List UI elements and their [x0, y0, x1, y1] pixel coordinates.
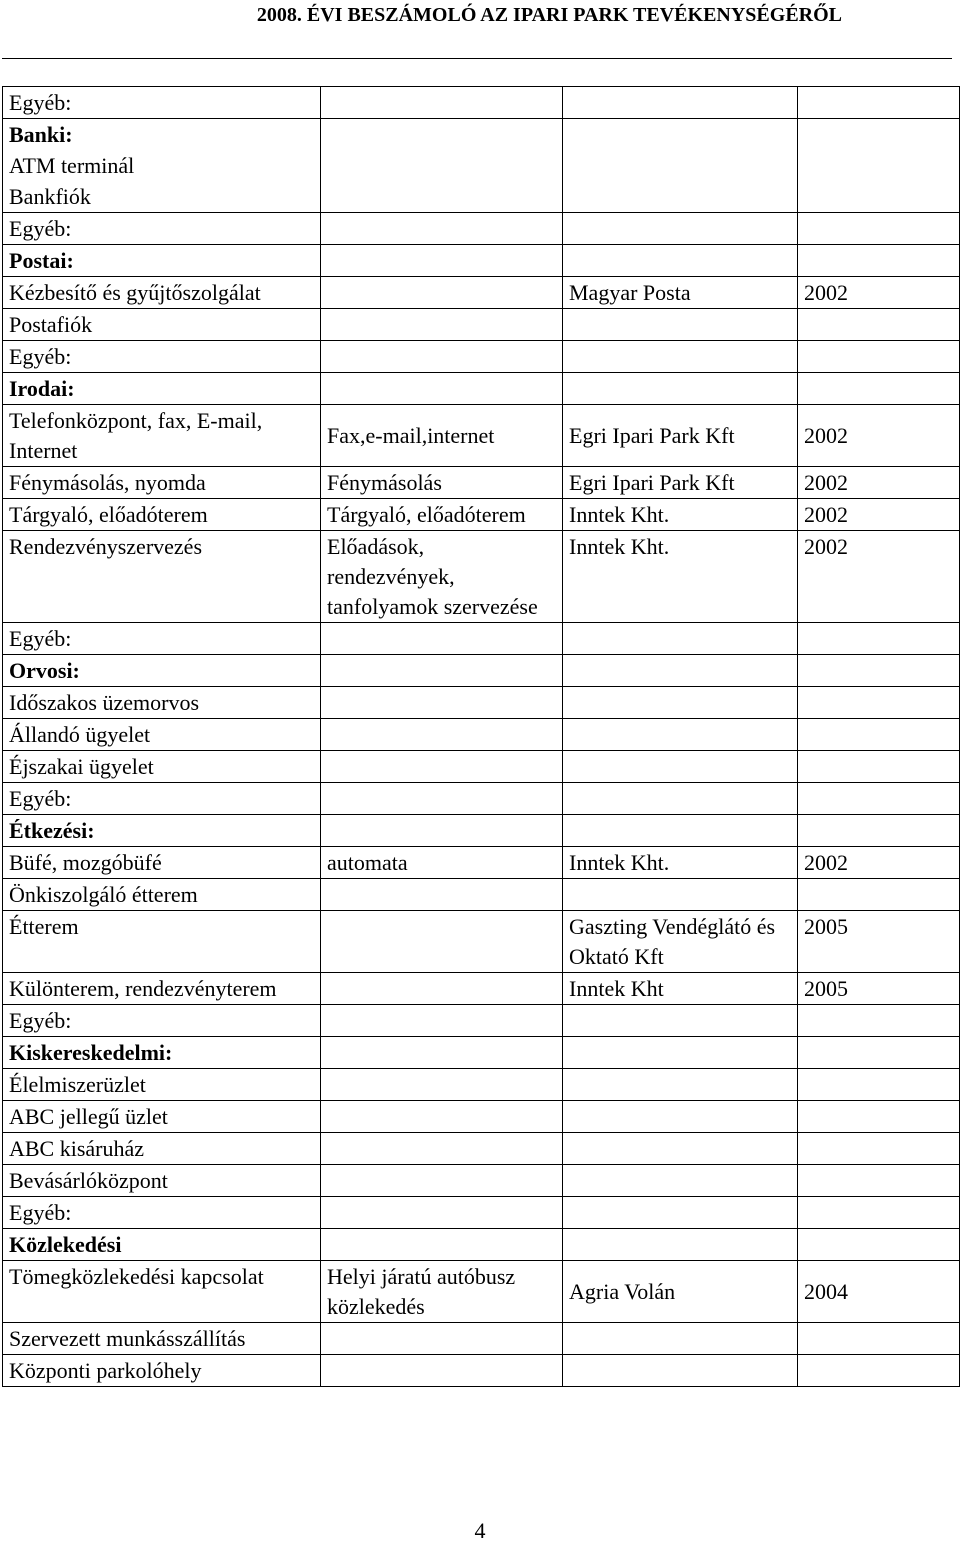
services-table — [2, 86, 960, 1387]
type-cell — [321, 1133, 563, 1165]
year-cell — [798, 1229, 960, 1261]
provider-cell — [563, 1069, 798, 1101]
type-cell — [321, 687, 563, 719]
provider-cell — [563, 1355, 798, 1387]
provider-cell — [563, 87, 798, 119]
service-cell: Önkiszolgáló étterem — [3, 879, 321, 911]
year-cell — [798, 341, 960, 373]
year-cell — [798, 119, 960, 151]
type-cell — [321, 1069, 563, 1101]
provider-cell: Inntek Kht — [563, 973, 798, 1005]
provider-cell — [563, 181, 798, 213]
provider-cell: Inntek Kht. — [563, 847, 798, 879]
table-row — [3, 119, 960, 151]
provider-cell: Egri Ipari Park Kft — [563, 467, 798, 499]
year-cell — [798, 150, 960, 181]
type-cell — [321, 719, 563, 751]
type-cell: Fax,e-mail,internet — [321, 405, 563, 467]
year-cell — [798, 181, 960, 213]
provider-cell — [563, 623, 798, 655]
year-cell — [798, 687, 960, 719]
service-cell: Tárgyaló, előadóterem — [3, 499, 321, 531]
provider-cell — [563, 719, 798, 751]
year-cell — [798, 1323, 960, 1355]
type-cell — [321, 1005, 563, 1037]
service-cell: Élelmiszerüzlet — [3, 1069, 321, 1101]
service-cell: Fénymásolás, nyomda — [3, 467, 321, 499]
service-cell: Központi parkolóhely — [3, 1355, 321, 1387]
year-cell: 2005 — [798, 973, 960, 1005]
type-cell — [321, 1197, 563, 1229]
type-cell — [321, 341, 563, 373]
category-heading: Irodai: — [3, 373, 321, 405]
table-row — [3, 1069, 960, 1101]
type-cell: Tárgyaló, előadóterem — [321, 499, 563, 531]
year-cell: 2004 — [798, 1261, 960, 1323]
provider-cell — [563, 213, 798, 245]
service-cell: Egyéb: — [3, 213, 321, 245]
type-cell: automata — [321, 847, 563, 879]
service-cell: Bankfiók — [3, 181, 321, 213]
service-cell: Tömegközlekedési kapcsolat — [3, 1261, 321, 1323]
table-row — [3, 1005, 960, 1037]
table-row — [3, 815, 960, 847]
table-row — [3, 783, 960, 815]
provider-cell — [563, 341, 798, 373]
provider-cell — [563, 751, 798, 783]
provider-cell — [563, 1101, 798, 1133]
provider-cell: Inntek Kht. — [563, 499, 798, 531]
provider-cell — [563, 119, 798, 151]
table-row — [3, 213, 960, 245]
type-cell — [321, 1037, 563, 1069]
year-cell — [798, 1101, 960, 1133]
year-cell — [798, 1133, 960, 1165]
service-cell: Telefonközpont, fax, E-mail, Internet — [3, 405, 321, 467]
provider-cell: Inntek Kht. — [563, 531, 798, 623]
table-row — [3, 687, 960, 719]
type-cell — [321, 973, 563, 1005]
category-heading: Étkezési: — [3, 815, 321, 847]
service-cell: Egyéb: — [3, 783, 321, 815]
type-cell — [321, 751, 563, 783]
page-header-title: 2008. ÉVI BESZÁMOLÓ AZ IPARI PARK TEVÉKENYSÉGÉRŐL — [256, 4, 842, 26]
type-cell — [321, 623, 563, 655]
service-cell: Különterem, rendezvényterem — [3, 973, 321, 1005]
table-row — [3, 879, 960, 911]
type-cell — [321, 815, 563, 847]
table-row — [3, 87, 960, 119]
category-heading: Közlekedési — [3, 1229, 321, 1261]
table-row — [3, 309, 960, 341]
table-row — [3, 973, 960, 1005]
table-row — [3, 1355, 960, 1387]
table-row — [3, 719, 960, 751]
service-cell: Állandó ügyelet — [3, 719, 321, 751]
service-cell: Postafiók — [3, 309, 321, 341]
table-row — [3, 499, 960, 531]
provider-cell — [563, 815, 798, 847]
category-heading: Postai: — [3, 245, 321, 277]
year-cell: 2002 — [798, 499, 960, 531]
provider-cell — [563, 309, 798, 341]
provider-cell: Magyar Posta — [563, 277, 798, 309]
year-cell — [798, 783, 960, 815]
page-number: 4 — [474, 1518, 486, 1543]
year-cell — [798, 1197, 960, 1229]
table-row — [3, 531, 960, 623]
type-cell — [321, 87, 563, 119]
year-cell — [798, 1355, 960, 1387]
table-row — [3, 1323, 960, 1355]
year-cell — [798, 373, 960, 405]
service-cell: Egyéb: — [3, 1197, 321, 1229]
category-heading: Orvosi: — [3, 655, 321, 687]
year-cell — [798, 1069, 960, 1101]
table-row — [3, 150, 960, 181]
type-cell — [321, 655, 563, 687]
type-cell — [321, 1355, 563, 1387]
provider-cell: Egri Ipari Park Kft — [563, 405, 798, 467]
table-row — [3, 341, 960, 373]
provider-cell — [563, 150, 798, 181]
year-cell: 2002 — [798, 277, 960, 309]
table-row — [3, 373, 960, 405]
type-cell — [321, 911, 563, 973]
type-cell: Előadások, rendezvények, tanfolyamok szervezése — [321, 531, 563, 623]
provider-cell — [563, 1005, 798, 1037]
table-row — [3, 245, 960, 277]
year-cell — [798, 309, 960, 341]
type-cell — [321, 373, 563, 405]
table-row — [3, 623, 960, 655]
service-cell: Kézbesítő és gyűjtőszolgálat — [3, 277, 321, 309]
year-cell — [798, 815, 960, 847]
table-row — [3, 847, 960, 879]
provider-cell — [563, 1197, 798, 1229]
service-cell: Egyéb: — [3, 87, 321, 119]
table-row — [3, 277, 960, 309]
year-cell — [798, 719, 960, 751]
type-cell — [321, 783, 563, 815]
table-row — [3, 911, 960, 973]
type-cell: Fénymásolás — [321, 467, 563, 499]
year-cell — [798, 655, 960, 687]
service-cell: ABC jellegű üzlet — [3, 1101, 321, 1133]
service-cell: Rendezvényszervezés — [3, 531, 321, 623]
table-row — [3, 1197, 960, 1229]
table-row — [3, 467, 960, 499]
table-row — [3, 1133, 960, 1165]
provider-cell — [563, 1037, 798, 1069]
table-row — [3, 181, 960, 213]
year-cell: 2002 — [798, 847, 960, 879]
service-cell: ATM terminál — [3, 150, 321, 181]
type-cell — [321, 277, 563, 309]
year-cell: 2002 — [798, 531, 960, 623]
provider-cell — [563, 655, 798, 687]
category-heading: Banki: — [3, 119, 321, 151]
provider-cell — [563, 373, 798, 405]
year-cell — [798, 623, 960, 655]
service-cell: Büfé, mozgóbüfé — [3, 847, 321, 879]
service-cell: Szervezett munkásszállítás — [3, 1323, 321, 1355]
type-cell — [321, 1101, 563, 1133]
provider-cell: Gaszting Vendéglátó és Oktató Kft — [563, 911, 798, 973]
year-cell — [798, 245, 960, 277]
provider-cell — [563, 245, 798, 277]
service-cell: Egyéb: — [3, 1005, 321, 1037]
type-cell — [321, 309, 563, 341]
type-cell — [321, 150, 563, 181]
year-cell — [798, 1005, 960, 1037]
table-row — [3, 1037, 960, 1069]
service-cell: Étterem — [3, 911, 321, 973]
year-cell: 2002 — [798, 405, 960, 467]
table-row — [3, 1229, 960, 1261]
provider-cell — [563, 1323, 798, 1355]
year-cell — [798, 1037, 960, 1069]
provider-cell — [563, 1229, 798, 1261]
header-divider — [2, 58, 952, 59]
table-row — [3, 1101, 960, 1133]
type-cell — [321, 1323, 563, 1355]
year-cell — [798, 1165, 960, 1197]
service-cell: Egyéb: — [3, 623, 321, 655]
service-cell: Egyéb: — [3, 341, 321, 373]
provider-cell: Agria Volán — [563, 1261, 798, 1323]
year-cell: 2002 — [798, 467, 960, 499]
year-cell — [798, 879, 960, 911]
type-cell: Helyi járatú autóbusz közlekedés — [321, 1261, 563, 1323]
table-row — [3, 751, 960, 783]
table-row — [3, 1165, 960, 1197]
type-cell — [321, 879, 563, 911]
service-cell: Időszakos üzemorvos — [3, 687, 321, 719]
type-cell — [321, 245, 563, 277]
provider-cell — [563, 783, 798, 815]
table-row — [3, 1261, 960, 1323]
provider-cell — [563, 1133, 798, 1165]
type-cell — [321, 1229, 563, 1261]
table-row — [3, 655, 960, 687]
year-cell — [798, 751, 960, 783]
year-cell: 2005 — [798, 911, 960, 973]
category-heading: Kiskereskedelmi: — [3, 1037, 321, 1069]
year-cell — [798, 213, 960, 245]
service-cell: Éjszakai ügyelet — [3, 751, 321, 783]
type-cell — [321, 181, 563, 213]
provider-cell — [563, 879, 798, 911]
service-cell: Bevásárlóközpont — [3, 1165, 321, 1197]
type-cell — [321, 119, 563, 151]
type-cell — [321, 1165, 563, 1197]
service-cell: ABC kisáruház — [3, 1133, 321, 1165]
table-row — [3, 405, 960, 467]
year-cell — [798, 87, 960, 119]
provider-cell — [563, 1165, 798, 1197]
type-cell — [321, 213, 563, 245]
provider-cell — [563, 687, 798, 719]
